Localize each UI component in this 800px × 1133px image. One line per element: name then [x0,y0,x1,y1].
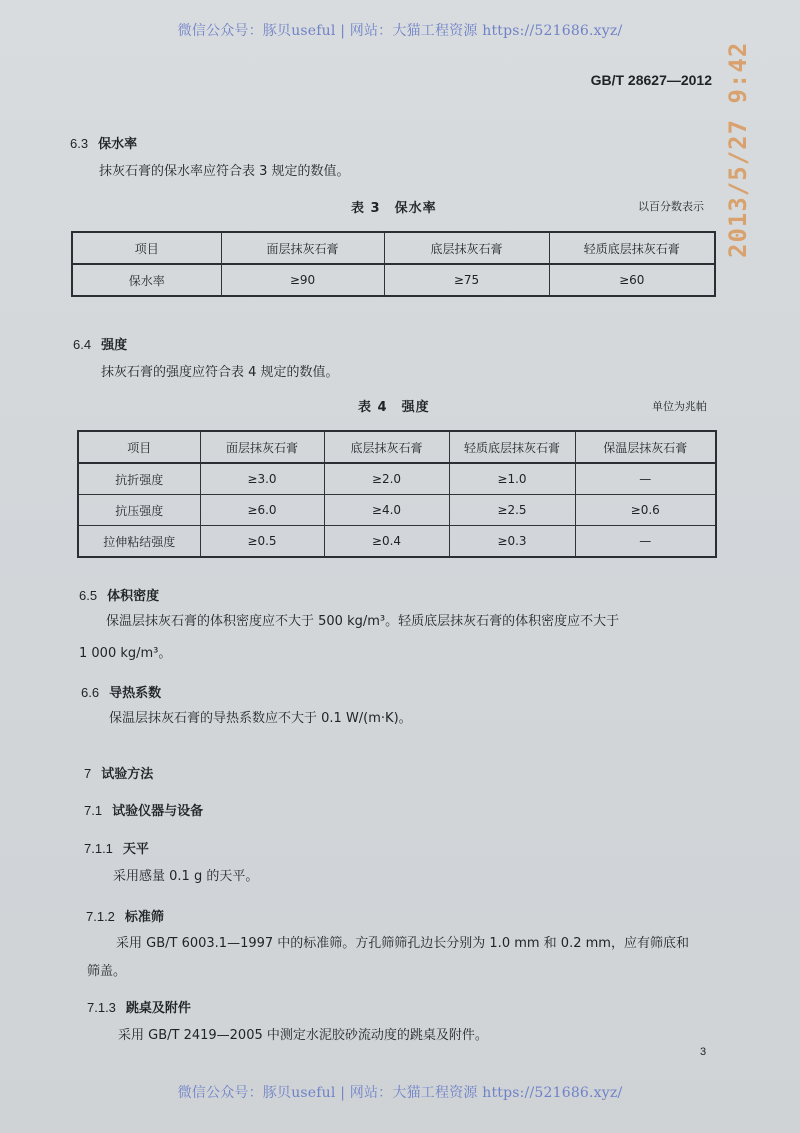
table-header-cell: 面层抹灰石膏 [221,232,384,264]
section-number: 6.4 [73,337,92,352]
standard-number: GB/T 28627—2012 [590,72,712,88]
section-title: 跳桌及附件 [125,1001,191,1016]
section-6-5-text-line1: 保温层抹灰石膏的体积密度应不大于 500 kg/m³。轻质底层抹灰石膏的体积密度应不大于 [106,614,620,629]
table-header-cell: 项目 [78,431,200,463]
table-header-cell: 面层抹灰石膏 [200,431,324,463]
table-header-row [72,232,715,264]
section-title: 体积密度 [107,589,160,604]
table-cell: ≥1.0 [449,463,575,495]
section-7-1-3-text: 采用 GB/T 2419—2005 中测定水泥胶砂流动度的跳桌及附件。 [118,1028,488,1043]
page-number: 3 [700,1046,707,1058]
table-header-cell: 轻质底层抹灰石膏 [549,232,715,264]
section-title: 试验方法 [101,767,154,782]
section-6-5-heading [79,585,159,604]
table-cell: 拉伸粘结强度 [78,526,200,558]
table-header-cell: 轻质底层抹灰石膏 [449,431,575,463]
watermark-top: 微信公众号：豚贝useful | 网站：大猫工程资源 https://521686.xyz/ [177,23,623,39]
table-row [78,526,716,558]
table-cell: ≥75 [384,264,549,296]
date-stamp: 2013/5/27 9:42 [724,41,752,258]
watermark-bottom: 微信公众号：豚贝useful | 网站：大猫工程资源 https://521686.xyz/ [177,1085,623,1101]
section-title: 强度 [101,338,128,353]
section-number: 6.3 [70,136,89,151]
section-title: 保水率 [98,137,138,152]
section-6-4-heading [73,334,127,353]
table-4-title: 表 4 强度 [358,400,430,415]
section-7-1-2-text-line2: 筛盖。 [87,964,127,979]
section-6-3-text: 抹灰石膏的保水率应符合表 3 规定的数值。 [99,164,350,179]
table-cell: ≥3.0 [200,463,324,495]
section-6-6-heading [81,682,161,701]
section-6-5-text-line2: 1 000 kg/m³。 [79,646,172,661]
table-cell: ≥90 [221,264,384,296]
section-7-1-2-heading [86,906,164,925]
table-cell: ≥2.5 [449,495,575,526]
table-4 [77,430,717,558]
section-7-1-heading [84,800,203,819]
section-number: 7.1.1 [84,841,113,856]
section-title: 天平 [122,842,149,857]
section-title: 试验仪器与设备 [112,804,204,819]
table-cell: 抗压强度 [78,495,200,526]
table-cell: ≥2.0 [324,463,449,495]
section-7-1-2-text-line1: 采用 GB/T 6003.1—1997 中的标准筛。方孔筛筛孔边长分别为 1.0 mm 和 0.2 mm，应有筛底和 [116,936,689,951]
table-header-row [78,431,716,463]
table-header-cell: 项目 [72,232,221,264]
section-6-4-text: 抹灰石膏的强度应符合表 4 规定的数值。 [101,365,339,380]
table-4-unit: 单位为兆帕 [652,400,707,413]
section-6-3-heading [70,133,137,152]
section-number: 7.1.2 [86,909,115,924]
table-row [72,264,715,296]
section-7-1-1-text: 采用感量 0.1 g 的天平。 [113,869,259,884]
table-cell: — [575,463,716,495]
section-number: 6.5 [79,588,98,603]
table-3 [71,231,716,297]
section-7-1-1-heading [84,838,149,857]
section-number: 7.1 [84,803,103,818]
section-number: 7.1.3 [87,1000,116,1015]
table-cell: ≥0.5 [200,526,324,558]
table-cell: ≥0.6 [575,495,716,526]
table-cell: ≥6.0 [200,495,324,526]
table-cell: ≥0.4 [324,526,449,558]
section-title: 导热系数 [109,686,162,701]
table-cell: ≥60 [549,264,715,296]
section-title: 标准筛 [124,910,164,925]
table-3-title: 表 3 保水率 [351,201,437,216]
table-cell: — [575,526,716,558]
table-row [78,495,716,526]
section-number: 7 [84,766,92,781]
table-cell: ≥0.3 [449,526,575,558]
table-header-cell: 保温层抹灰石膏 [575,431,716,463]
table-header-cell: 底层抹灰石膏 [384,232,549,264]
table-cell: ≥4.0 [324,495,449,526]
table-header-cell: 底层抹灰石膏 [324,431,449,463]
table-cell: 抗折强度 [78,463,200,495]
section-7-1-3-heading [87,997,191,1016]
section-7-heading [84,763,153,782]
table-row [78,463,716,495]
table-3-unit: 以百分数表示 [638,200,704,213]
table-cell: 保水率 [72,264,221,296]
section-number: 6.6 [81,685,100,700]
section-6-6-text: 保温层抹灰石膏的导热系数应不大于 0.1 W/(m·K)。 [109,711,412,726]
